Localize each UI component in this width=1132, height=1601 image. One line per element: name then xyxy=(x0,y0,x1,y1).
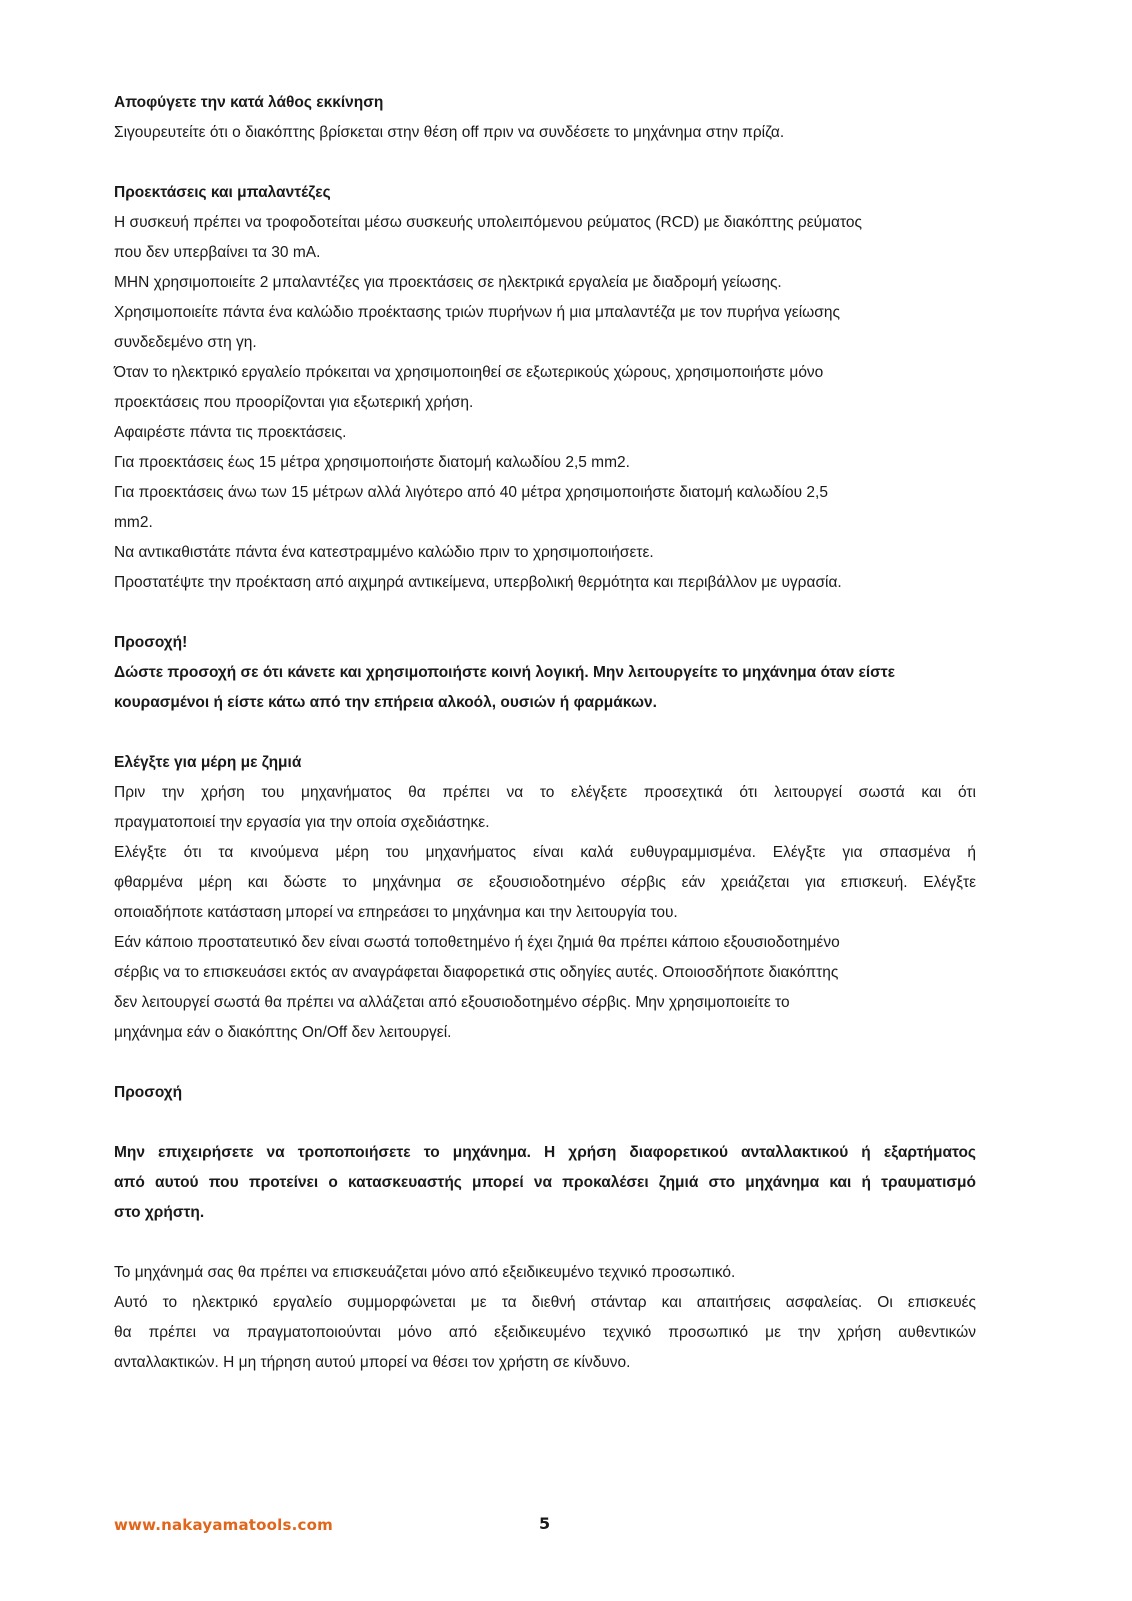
paragraph-line: Σιγουρευτείτε ότι ο διακόπτης βρίσκεται στην θέση off πριν να συνδέσετε το μηχάνημα στην πρίζα. xyxy=(114,124,785,141)
paragraph-line: Για προεκτάσεις άνω των 15 μέτρων αλλά λιγότερο από 40 μέτρα χρησιμοποιήστε διατομή καλωδίου 2,5 xyxy=(114,484,828,501)
paragraph-line: συνδεδεμένο στη γη. xyxy=(114,334,257,351)
spacer xyxy=(114,1048,976,1078)
paragraph-line: Αφαιρέστε πάντα τις προεκτάσεις. xyxy=(114,424,347,441)
paragraph-line: πραγματοποιεί την εργασία για την οποία σχεδιάστηκε. xyxy=(114,814,490,831)
heading-extensions: Προεκτάσεις και μπαλαντέζες xyxy=(114,184,331,201)
paragraph-line: σέρβις να το επισκευάσει εκτός αν αναγράφεται διαφορετικά στις οδηγίες αυτές. Οποιοσδήποτε διακόπτης xyxy=(114,964,839,981)
spacer xyxy=(114,1228,976,1258)
paragraph-line: Να αντικαθιστάτε πάντα ένα κατεστραμμένο καλώδιο πριν το χρησιμοποιήσετε. xyxy=(114,544,654,561)
spacer xyxy=(114,718,976,748)
paragraph-line: Όταν το ηλεκτρικό εργαλείο πρόκειται να χρησιμοποιηθεί σε εξωτερικούς χώρους, χρησιμοποιήστε μόνο xyxy=(114,364,824,381)
paragraph-line: ΜΗΝ χρησιμοποιείτε 2 μπαλαντέζες για προεκτάσεις σε ηλεκτρικά εργαλεία με διαδρομή γείωσης. xyxy=(114,274,782,291)
warning-line: Δώστε προσοχή σε ότι κάνετε και χρησιμοποιήστε κοινή λογική. Μην λειτουργείτε το μηχάνημα όταν είστε xyxy=(114,664,896,681)
paragraph-line: mm2. xyxy=(114,514,153,531)
paragraph-line: φθαρμένα μέρη και δώστε το μηχάνημα σε εξουσιοδοτημένο σέρβις εάν χρειάζεται για επισκευή. Ελέγξτε xyxy=(114,874,976,891)
spacer xyxy=(114,598,976,628)
paragraph-line: Πριν την χρήση του μηχανήματος θα πρέπει να το ελέγξετε προσεχτικά ότι λειτουργεί σωστά και ότι xyxy=(114,784,976,801)
heading-damaged-parts: Ελέγξτε για μέρη με ζημιά xyxy=(114,754,302,771)
paragraph-line: Εάν κάποιο προστατευτικό δεν είναι σωστά τοποθετημένο ή έχει ζημιά θα πρέπει κάποιο εξουσιοδοτημένο xyxy=(114,934,840,951)
paragraph-line: Για προεκτάσεις έως 15 μέτρα χρησιμοποιήστε διατομή καλωδίου 2,5 mm2. xyxy=(114,454,630,471)
paragraph-line: που δεν υπερβαίνει τα 30 mA. xyxy=(114,244,321,261)
paragraph-line: θα πρέπει να πραγματοποιούνται μόνο από εξειδικευμένο τεχνικό προσωπικό με την χρήση αυθεντικών xyxy=(114,1324,976,1341)
heading-accidental-start: Αποφύγετε την κατά λάθος εκκίνηση xyxy=(114,94,384,111)
warning-line: στο χρήστη. xyxy=(114,1204,205,1221)
paragraph-line: Η συσκευή πρέπει να τροφοδοτείται μέσω συσκευής υπολειπόμενου ρεύματος (RCD) με διακόπτης ρεύματος xyxy=(114,214,863,231)
paragraph-line: δεν λειτουργεί σωστά θα πρέπει να αλλάζεται από εξουσιοδοτημένο σέρβις. Μην χρησιμοποιείτε το xyxy=(114,994,790,1011)
spacer xyxy=(114,148,976,178)
warning-line: κουρασμένοι ή είστε κάτω από την επήρεια αλκοόλ, ουσιών ή φαρμάκων. xyxy=(114,694,657,711)
warning-line: Μην επιχειρήσετε να τροποποιήσετε το μηχάνημα. Η χρήση διαφορετικού ανταλλακτικού ή εξαρτήματος xyxy=(114,1144,976,1161)
page-number: 5 xyxy=(539,1514,551,1533)
paragraph-line: οποιαδήποτε κατάσταση μπορεί να επηρεάσει το μηχάνημα και την λειτουργία του. xyxy=(114,904,678,921)
paragraph-line: Αυτό το ηλεκτρικό εργαλείο συμμορφώνεται με τα διεθνή στάνταρ και απαιτήσεις ασφαλείας. Οι επισκευές xyxy=(114,1294,976,1311)
heading-caution-2: Προσοχή xyxy=(114,1084,183,1101)
paragraph-line: ανταλλακτικών. Η μη τήρηση αυτού μπορεί να θέσει τον χρήστη σε κίνδυνο. xyxy=(114,1354,631,1371)
warning-line: από αυτού που προτείνει ο κατασκευαστής μπορεί να προκαλέσει ζημιά στο μηχάνημα και ή τραυματισμό xyxy=(114,1174,976,1191)
paragraph-line: Το μηχάνημά σας θα πρέπει να επισκευάζεται μόνο από εξειδικευμένο τεχνικό προσωπικό. xyxy=(114,1264,736,1281)
paragraph-line: Προστατέψτε την προέκταση από αιχμηρά αντικείμενα, υπερβολική θερμότητα και περιβάλλον με υγρασία. xyxy=(114,574,842,591)
paragraph-line: Ελέγξτε ότι τα κινούμενα μέρη του μηχανήματος είναι καλά ευθυγραμμισμένα. Ελέγξτε για σπασμένα ή xyxy=(114,844,976,861)
paragraph-line: μηχάνημα εάν ο διακόπτης On/Off δεν λειτουργεί. xyxy=(114,1024,452,1041)
heading-caution: Προσοχή! xyxy=(114,634,188,651)
footer-website-link[interactable]: www.nakayamatools.com xyxy=(114,1516,333,1534)
spacer xyxy=(114,1108,976,1138)
paragraph-line: Χρησιμοποιείτε πάντα ένα καλώδιο προέκτασης τριών πυρήνων ή μια μπαλαντέζα με τον πυρήνα γείωσης xyxy=(114,304,840,321)
paragraph-line: προεκτάσεις που προορίζονται για εξωτερική χρήση. xyxy=(114,394,474,411)
document-body xyxy=(114,88,976,1378)
